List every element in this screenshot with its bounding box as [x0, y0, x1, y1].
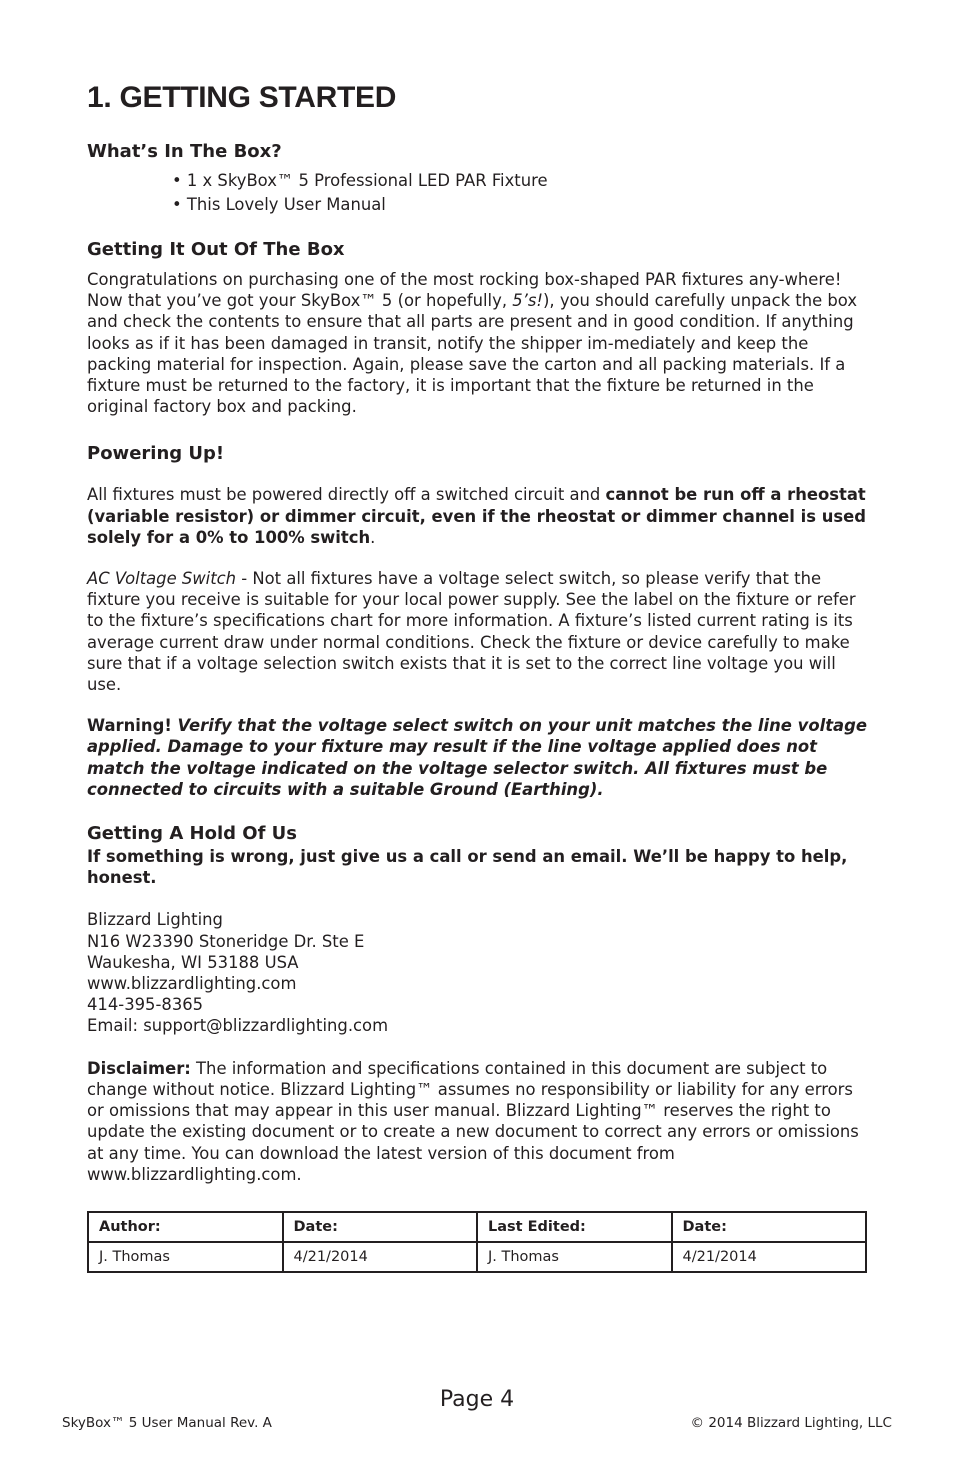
- table-cell: 4/21/2014: [283, 1242, 478, 1272]
- warning-text: Verify that the voltage select switch on your unit matches the line voltage applied. Damage to your fixture may result if the line voltage applied does not match the voltage indicated on the voltage selector switch. All fixtures must be connected to circuits with a suitable Ground (Earthing).: [87, 716, 867, 799]
- unpack-text-italic: 5’s!: [512, 291, 543, 311]
- disclaimer-label: Disclaimer:: [87, 1058, 191, 1078]
- table-cell: 4/21/2014: [672, 1242, 867, 1272]
- list-item: • 1 x SkyBox™ 5 Professional LED PAR Fixture: [172, 171, 548, 190]
- page-content: [87, 78, 867, 1273]
- table-cell: J. Thomas: [88, 1242, 283, 1272]
- power-paragraph: [87, 484, 867, 548]
- voltage-switch-paragraph: [87, 568, 867, 695]
- power-text-bold: cannot be run off a rheostat (variable resistor) or dimmer circuit, even if the rheostat or dimmer channel is used solely for a 0% to 100% switch: [87, 485, 866, 547]
- unpack-paragraph: [87, 269, 867, 417]
- voltage-switch-text: - Not all fixtures have a voltage select switch, so please verify that the fixture you receive is suitable for your local power supply. See the label on the fixture or refer to the fixture’s specifications chart for more information. A fixture’s listed current rating is its average current draw under normal conditions. Check the fixture or device carefully to make sure that if a voltage selection switch exists that it is set to the correct line voltage you will use.: [87, 569, 856, 695]
- power-text-end: .: [370, 527, 376, 547]
- disclaimer-text: The information and specifications contained in this document are subject to change without notice. Blizzard Lighting™ assumes no responsibility or liability for any errors or omissions that may appear in this user manual. Blizzard Lighting™ reserves the right to update the existing document or to create a new document to correct any errors or omissions at any time. You can download the latest version of this document from www.blizzardlighting.com.: [87, 1058, 859, 1184]
- voltage-switch-label: AC Voltage Switch: [87, 569, 237, 589]
- warning-paragraph: [87, 715, 867, 800]
- contact-line: 414-395-8365: [87, 995, 204, 1015]
- contact-address: [87, 909, 867, 1036]
- power-text-a: All fixtures must be powered directly off a switched circuit and: [87, 485, 606, 505]
- table-header-cell: Last Edited:: [477, 1212, 672, 1242]
- table-header-cell: Date:: [672, 1212, 867, 1242]
- table-header-cell: Date:: [283, 1212, 478, 1242]
- contact-line: N16 W23390 Stoneridge Dr. Ste E: [87, 931, 365, 951]
- disclaimer-paragraph: [87, 1058, 867, 1185]
- contact-subheading: If something is wrong, just give us a call or send an email. We’ll be happy to help, honest.: [87, 847, 848, 888]
- footer-copyright: © 2014 Blizzard Lighting, LLC: [690, 1415, 892, 1431]
- page-title: 1. GETTING STARTED: [87, 81, 397, 114]
- table-cell: J. Thomas: [477, 1242, 672, 1272]
- revision-table: [87, 1211, 867, 1273]
- box-contents-list: [172, 169, 867, 217]
- table-row: [88, 1242, 866, 1272]
- contact-line: Email: support@blizzardlighting.com: [87, 1016, 389, 1036]
- table-header-cell: Author:: [88, 1212, 283, 1242]
- unpack-heading: Getting It Out Of The Box: [87, 239, 345, 260]
- whats-in-box-heading: What’s In The Box?: [87, 141, 282, 162]
- unpack-text-b: ), you should carefully unpack the box and check the contents to ensure that all parts are present and in good condition. If anything looks as if it has been damaged in transit, notify the shipper im-mediately and keep the packing material for inspection. Again, please save the carton and all packing materials. If a fixture must be returned to the factory, it is important that the fixture be returned in the original factory box and packing.: [87, 291, 858, 417]
- contact-line: www.blizzardlighting.com: [87, 974, 297, 994]
- unpack-text-a: Congratulations on purchasing one of the most rocking box-shaped PAR fixtures any-where! Now that you’ve got your SkyBox™ 5 (or hopefully,: [87, 270, 842, 311]
- powering-up-heading: Powering Up!: [87, 443, 225, 465]
- page-number: Page 4: [439, 1387, 515, 1412]
- table-header-row: [88, 1212, 866, 1242]
- warning-label: Warning!: [87, 716, 178, 736]
- footer-manual-title: SkyBox™ 5 User Manual Rev. A: [62, 1415, 272, 1431]
- contact-line: Blizzard Lighting: [87, 910, 223, 930]
- contact-heading: Getting A Hold Of Us: [87, 823, 298, 845]
- contact-line: Waukesha, WI 53188 USA: [87, 952, 299, 972]
- list-item: • This Lovely User Manual: [172, 195, 386, 214]
